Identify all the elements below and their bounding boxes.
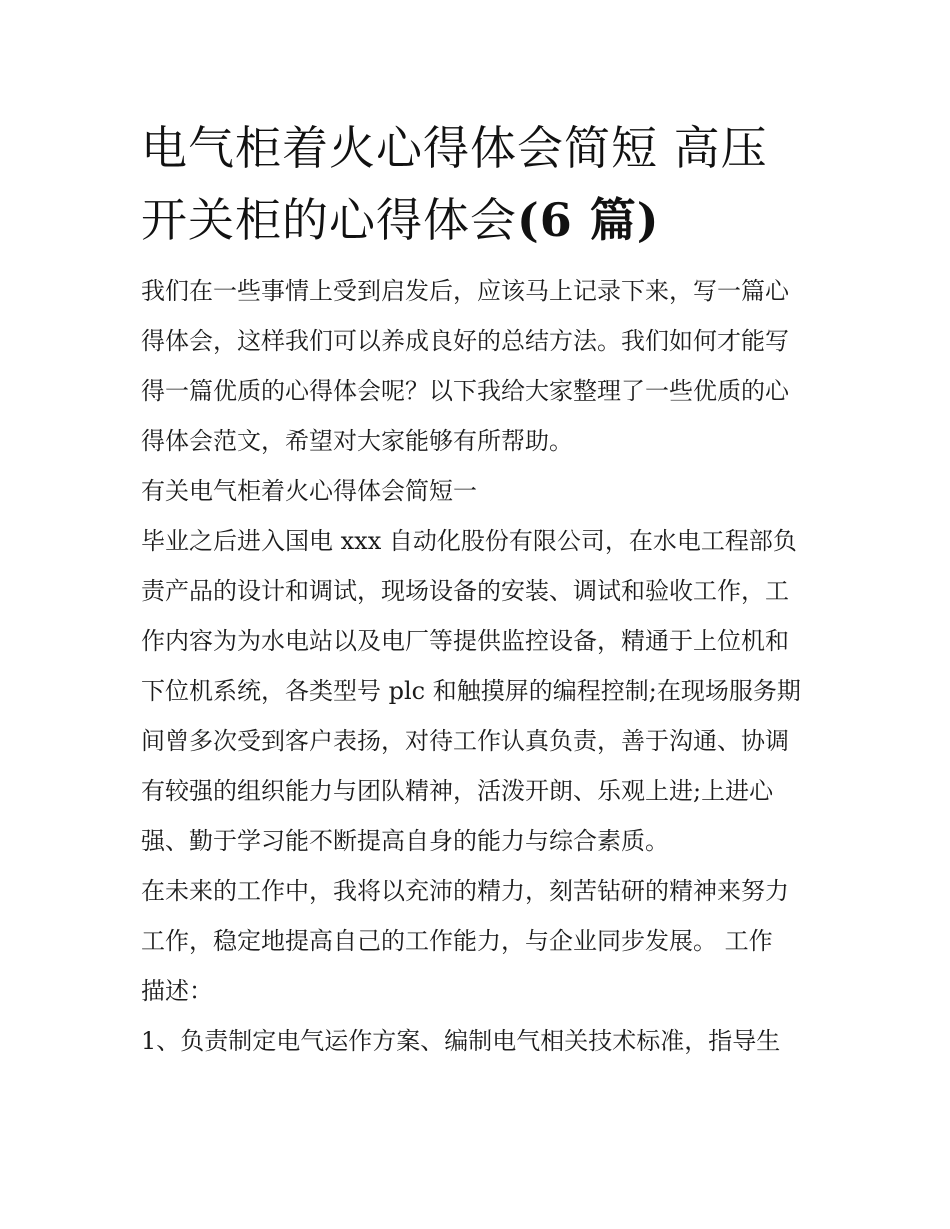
- title-line-1: 电气柜着火心得体会简短 高压: [141, 121, 768, 175]
- title-line-2-text: 开关柜的心得体会: [141, 193, 517, 247]
- text-line: 工作，稳定地提高自己的工作能力，与企业同步发展。 工作: [141, 927, 773, 955]
- document-content: [141, 112, 813, 1066]
- title-count: (6 篇): [517, 193, 660, 247]
- title-line-2: [141, 184, 813, 256]
- text-line: 强、勤于学习能不断提高自身的能力与综合素质。: [141, 827, 669, 855]
- text-line: 作内容为为水电站以及电厂等提供监控设备，精通于上位机和: [141, 627, 789, 655]
- text-line: 得体会范文，希望对大家能够有所帮助。: [141, 427, 573, 455]
- future-paragraph: [141, 866, 813, 1016]
- text-line: 1、负责制定电气运作方案、编制电气相关技术标准，指导生: [141, 1027, 781, 1055]
- intro-paragraph: [141, 266, 813, 466]
- document-body: [141, 266, 813, 1066]
- text-line: 有关电气柜着火心得体会简短一: [141, 477, 477, 505]
- text-line: 得体会，这样我们可以养成良好的总结方法。我们如何才能写: [141, 327, 789, 355]
- duty-item: [141, 1016, 813, 1066]
- text-line: 在未来的工作中，我将以充沛的精力，刻苦钻研的精神来努力: [141, 877, 789, 905]
- text-line: 描述：: [141, 977, 213, 1005]
- text-line: 下位机系统，各类型号 plc 和触摸屏的编程控制;在现场服务期: [141, 677, 801, 705]
- text-line: 我们在一些事情上受到启发后，应该马上记录下来，写一篇心: [141, 277, 789, 305]
- text-line: 间曾多次受到客户表扬，对待工作认真负责，善于沟通、协调: [141, 727, 789, 755]
- text-line: 责产品的设计和调试，现场设备的安装、调试和验收工作，工: [141, 577, 789, 605]
- document-title: [141, 112, 813, 256]
- experience-paragraph: [141, 516, 813, 866]
- text-line: 有较强的组织能力与团队精神，活泼开朗、乐观上进;上进心: [141, 777, 774, 805]
- section-heading: [141, 466, 813, 516]
- text-line: 毕业之后进入国电 xxx 自动化股份有限公司，在水电工程部负: [141, 527, 797, 555]
- text-line: 得一篇优质的心得体会呢？以下我给大家整理了一些优质的心: [141, 377, 789, 405]
